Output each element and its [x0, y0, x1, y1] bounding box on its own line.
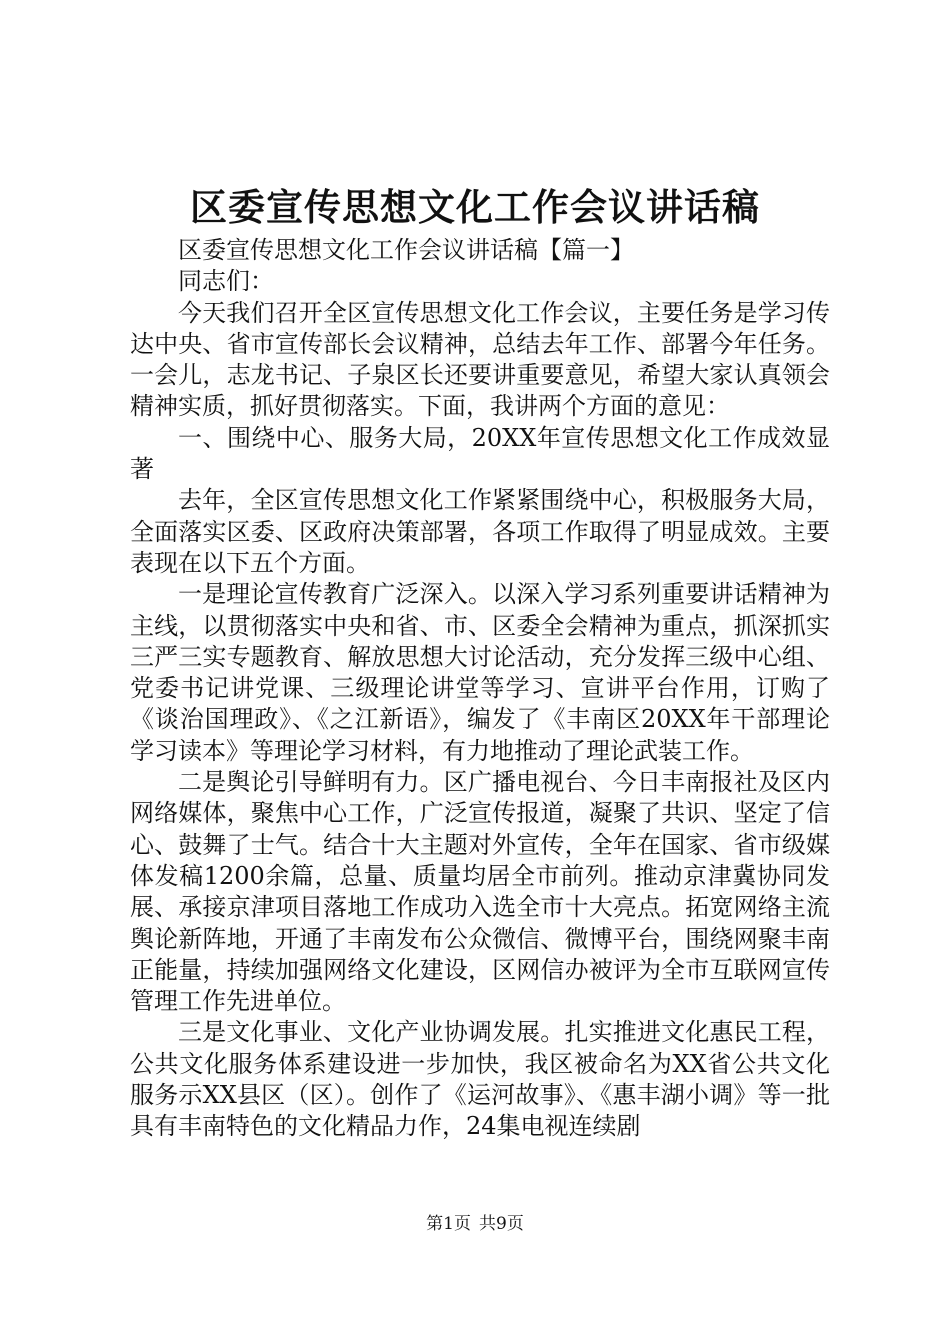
paragraph: 去年，全区宣传思想文化工作紧紧围绕中心，积极服务大局，全面落实区委、区政府决策部署，各项工作取得了明显成效。主要表现在以下五个方面。	[130, 486, 830, 577]
document-title: 区委宣传思想文化工作会议讲话稿	[190, 185, 760, 229]
section-heading: 区委宣传思想文化工作会议讲话稿【篇一】	[178, 236, 634, 264]
page-footer	[0, 1212, 950, 1236]
paragraph: 一是理论宣传教育广泛深入。以深入学习系列重要讲话精神为主线，以贯彻落实中央和省、市、区委全会精神为重点，抓深抓实三严三实专题教育、解放思想大讨论活动，充分发挥三级中心组、党委书记讲党课、三级理论讲堂等学习、宣讲平台作用，订购了《谈治国理政》、《之江新语》，编发了《丰南区20XX年干部理论学习读本》等理论学习材料，有力地推动了理论武装工作。	[130, 580, 830, 765]
document-body	[130, 235, 830, 1143]
subheading: 一、围绕中心、服务大局，20XX年宣传思想文化工作成效显著	[130, 423, 830, 484]
page-number: 第1页	[426, 1214, 471, 1234]
salutation: 同志们：	[178, 267, 274, 296]
paragraph: 三是文化事业、文化产业协调发展。扎实推进文化惠民工程，公共文化服务体系建设进一步加快，我区被命名为XX省公共文化服务示XX县区（区）。创作了《运河故事》、《惠丰湖小调》等一批具有丰南特色的文化精品力作，24集电视连续剧	[130, 1018, 830, 1141]
paragraph: 今天我们召开全区宣传思想文化工作会议，主要任务是学习传达中央、省市宣传部长会议精神，总结去年工作、部署今年任务。一会儿，志龙书记、子泉区长还要讲重要意见，希望大家认真领会精神实质，抓好贯彻落实。下面，我讲两个方面的意见：	[130, 298, 830, 421]
paragraph: 二是舆论引导鲜明有力。区广播电视台、今日丰南报社及区内网络媒体，聚焦中心工作，广泛宣传报道，凝聚了共识、坚定了信心、鼓舞了士气。结合十大主题对外宣传，全年在国家、省市级媒体发稿1200余篇，总量、质量均居全市前列。推动京津冀协同发展、承接京津项目落地工作成功入选全市十大亮点。拓宽网络主流舆论新阵地，开通了丰南发布公众微信、微博平台，围绕网聚丰南正能量，持续加强网络文化建设，区网信办被评为全市互联网宣传管理工作先进单位。	[130, 768, 830, 1016]
total-pages: 共9页	[479, 1214, 524, 1234]
